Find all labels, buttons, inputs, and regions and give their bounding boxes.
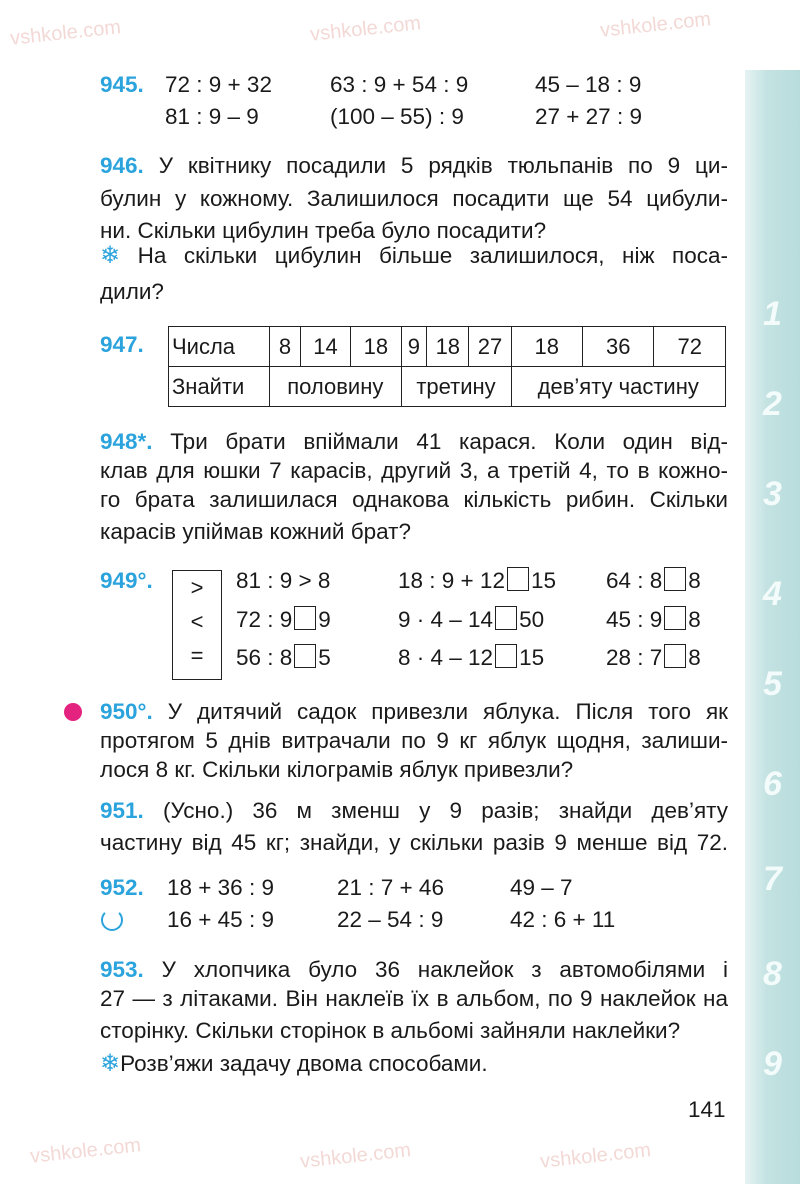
expression: 42 : 6 + 11 bbox=[510, 907, 616, 932]
exercise-number: 945. bbox=[100, 72, 144, 97]
text-line: 951. (Усно.) 36 м зменш у 9 разів; знайди дев’яту bbox=[100, 798, 728, 823]
text-line: булин у кожному. Залишилося посадити ще 54 цибули- bbox=[100, 186, 728, 211]
text-line: сторінку. Скільки сторінок в альбомі зайняли наклейки? bbox=[100, 1018, 681, 1043]
text-line: ❄ На скільки цибулин більше залишилося, ніж поса- bbox=[100, 242, 728, 269]
sign: > bbox=[190, 575, 204, 600]
table-cell: 72 bbox=[654, 327, 726, 367]
answer-box[interactable] bbox=[294, 644, 316, 668]
sign: < bbox=[190, 609, 204, 634]
text-line: лося 8 кг. Скільки кілограмів яблук привезли? bbox=[100, 757, 574, 782]
expression: 28 : 7 8 bbox=[606, 645, 701, 670]
expression: 9 · 4 – 14 50 bbox=[398, 607, 545, 632]
table-cell: третину bbox=[401, 367, 511, 407]
expression: 18 + 36 : 9 bbox=[167, 875, 274, 900]
expression: 22 – 54 : 9 bbox=[337, 907, 444, 932]
tab-number: 9 bbox=[763, 1045, 782, 1083]
text-line: 948*. Три брати впіймали 41 карася. Коли один від- bbox=[100, 429, 728, 454]
text-line: протягом 5 днів витрачали по 9 кг яблук щодня, залиши- bbox=[100, 728, 728, 753]
text-line: ни. Скільки цибулин треба було посадити? bbox=[100, 218, 547, 243]
exercise-number: 951. bbox=[100, 798, 144, 823]
expression: 81 : 9 – 9 bbox=[165, 104, 259, 129]
expression: 49 – 7 bbox=[510, 875, 573, 900]
exercise-number: 946. bbox=[100, 153, 144, 178]
tab-number: 6 bbox=[763, 765, 782, 803]
chapter-tabs-strip bbox=[745, 70, 800, 1184]
watermark: vshkole.com bbox=[599, 8, 713, 42]
watermark: vshkole.com bbox=[299, 1139, 413, 1173]
expression: (100 – 55) : 9 bbox=[330, 104, 464, 129]
text-line: карасів упіймав кожний брат? bbox=[100, 519, 411, 544]
row-label: Знайти bbox=[169, 367, 270, 407]
text-line: клав для юшки 7 карасів, другий 3, а третій 4, то в кожно- bbox=[100, 458, 728, 483]
table-cell: 9 bbox=[401, 327, 427, 367]
watermark: vshkole.com bbox=[9, 16, 123, 50]
tab-number: 8 bbox=[763, 955, 782, 993]
exercise-table bbox=[168, 326, 726, 407]
watermark: vshkole.com bbox=[539, 1139, 653, 1173]
text-line: ❄Розв’яжи задачу двома способами. bbox=[100, 1050, 488, 1077]
expression: 45 : 9 8 bbox=[606, 607, 701, 632]
expression: 16 + 45 : 9 bbox=[167, 907, 274, 932]
table-cell: 36 bbox=[582, 327, 653, 367]
tab-number: 3 bbox=[763, 475, 782, 513]
table-cell: дев’яту частину bbox=[511, 367, 725, 407]
expression: 72 : 9 + 32 bbox=[165, 72, 272, 97]
text-line: дили? bbox=[100, 279, 164, 304]
watermark: vshkole.com bbox=[29, 1134, 143, 1168]
answer-box[interactable] bbox=[664, 567, 686, 591]
tab-number: 1 bbox=[763, 295, 782, 333]
text-line: 27 — з літаками. Він наклеїв їх в альбом, по 9 наклейок на bbox=[100, 986, 728, 1011]
answer-box[interactable] bbox=[495, 644, 517, 668]
table-cell: 18 bbox=[351, 327, 401, 367]
exercise-number: 950°. bbox=[100, 699, 153, 724]
exercise-number: 948*. bbox=[100, 429, 153, 454]
expression: 72 : 9 9 bbox=[236, 607, 331, 632]
snowflake-icon: ❄ bbox=[100, 1050, 121, 1077]
exercise-number: 953. bbox=[100, 957, 144, 982]
table-cell: 14 bbox=[300, 327, 350, 367]
comparison-signs-box bbox=[172, 570, 222, 680]
expression: 21 : 7 + 46 bbox=[337, 875, 444, 900]
expression: 81 : 9 > 8 bbox=[236, 568, 331, 593]
exercise-number: 947. bbox=[100, 332, 144, 357]
text-line: 950°. У дитячий садок привезли яблука. Після того як bbox=[100, 699, 728, 724]
expression: 64 : 8 8 bbox=[606, 568, 701, 593]
table-cell: 8 bbox=[270, 327, 301, 367]
tab-number: 2 bbox=[763, 385, 782, 423]
snowflake-icon: ❄ bbox=[100, 242, 121, 269]
page-number: 141 bbox=[688, 1097, 726, 1122]
tab-number: 7 bbox=[763, 860, 782, 898]
table-cell: 18 bbox=[511, 327, 582, 367]
text-line: 953. У хлопчика було 36 наклейок з автомобілями і bbox=[100, 957, 728, 982]
exercise-number: 949°. bbox=[100, 568, 153, 593]
expression: 8 · 4 – 12 15 bbox=[398, 645, 545, 670]
table-cell: 18 bbox=[427, 327, 469, 367]
answer-box[interactable] bbox=[664, 606, 686, 630]
sign: = bbox=[190, 643, 204, 668]
watermark: vshkole.com bbox=[309, 12, 423, 46]
cycle-icon bbox=[101, 909, 123, 931]
answer-box[interactable] bbox=[294, 606, 316, 630]
tab-number: 4 bbox=[763, 575, 782, 613]
answer-box[interactable] bbox=[495, 606, 517, 630]
text-line: го брата залишилася однакова кількість рибин. Скільки bbox=[100, 487, 728, 512]
exercise-number: 952. bbox=[100, 875, 144, 900]
expression: 45 – 18 : 9 bbox=[535, 72, 642, 97]
tab-number: 5 bbox=[763, 665, 782, 703]
expression: 18 : 9 + 12 15 bbox=[398, 568, 556, 593]
answer-box[interactable] bbox=[507, 567, 529, 591]
text-line: частину від 45 кг; знайди, у скільки разів 9 менше від 72. bbox=[100, 830, 728, 855]
text-line: 946. У квітнику посадили 5 рядків тюльпанів по 9 ци- bbox=[100, 153, 728, 178]
table-cell: половину bbox=[270, 367, 401, 407]
pink-dot-icon bbox=[64, 703, 82, 721]
expression: 27 + 27 : 9 bbox=[535, 104, 642, 129]
expression: 63 : 9 + 54 : 9 bbox=[330, 72, 469, 97]
table-cell: 27 bbox=[469, 327, 511, 367]
answer-box[interactable] bbox=[664, 644, 686, 668]
row-label: Числа bbox=[169, 327, 270, 367]
expression: 56 : 8 5 bbox=[236, 645, 331, 670]
